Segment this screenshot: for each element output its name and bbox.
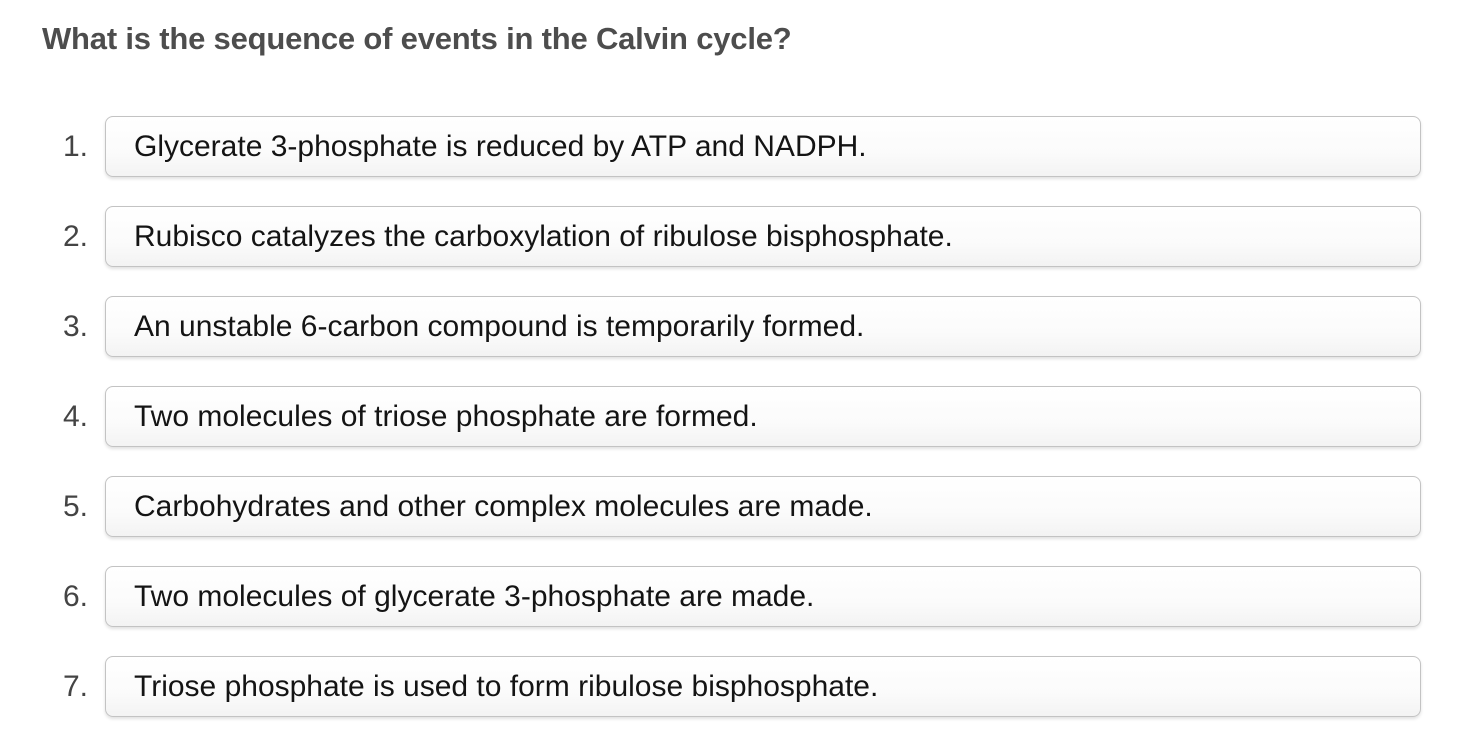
item-number: 2. (62, 219, 88, 253)
sequence-row (42, 206, 1421, 267)
item-number: 1. (62, 129, 88, 163)
sequence-option[interactable]: Two molecules of triose phosphate are formed. (105, 386, 1421, 447)
item-number: 4. (62, 399, 88, 433)
item-number: 7. (62, 669, 88, 703)
sequence-option[interactable]: Two molecules of glycerate 3-phosphate are made. (105, 566, 1421, 627)
question-title: What is the sequence of events in the Calvin cycle? (42, 21, 792, 56)
sequence-option[interactable]: Glycerate 3-phosphate is reduced by ATP and NADPH. (105, 116, 1421, 177)
sequence-option[interactable]: An unstable 6-carbon compound is temporarily formed. (105, 296, 1421, 357)
item-number: 3. (62, 309, 88, 343)
sequence-row (42, 476, 1421, 537)
item-number: 6. (62, 579, 88, 613)
sequence-row (42, 116, 1421, 177)
sequence-row (42, 386, 1421, 447)
item-number: 5. (62, 489, 88, 523)
sequence-row (42, 566, 1421, 627)
sequence-option[interactable]: Rubisco catalyzes the carboxylation of ribulose bisphosphate. (105, 206, 1421, 267)
sequence-row (42, 296, 1421, 357)
sequence-row (42, 656, 1421, 717)
sequence-option[interactable]: Triose phosphate is used to form ribulose bisphosphate. (105, 656, 1421, 717)
sequence-option[interactable]: Carbohydrates and other complex molecules are made. (105, 476, 1421, 537)
sequence-list (42, 116, 1421, 717)
